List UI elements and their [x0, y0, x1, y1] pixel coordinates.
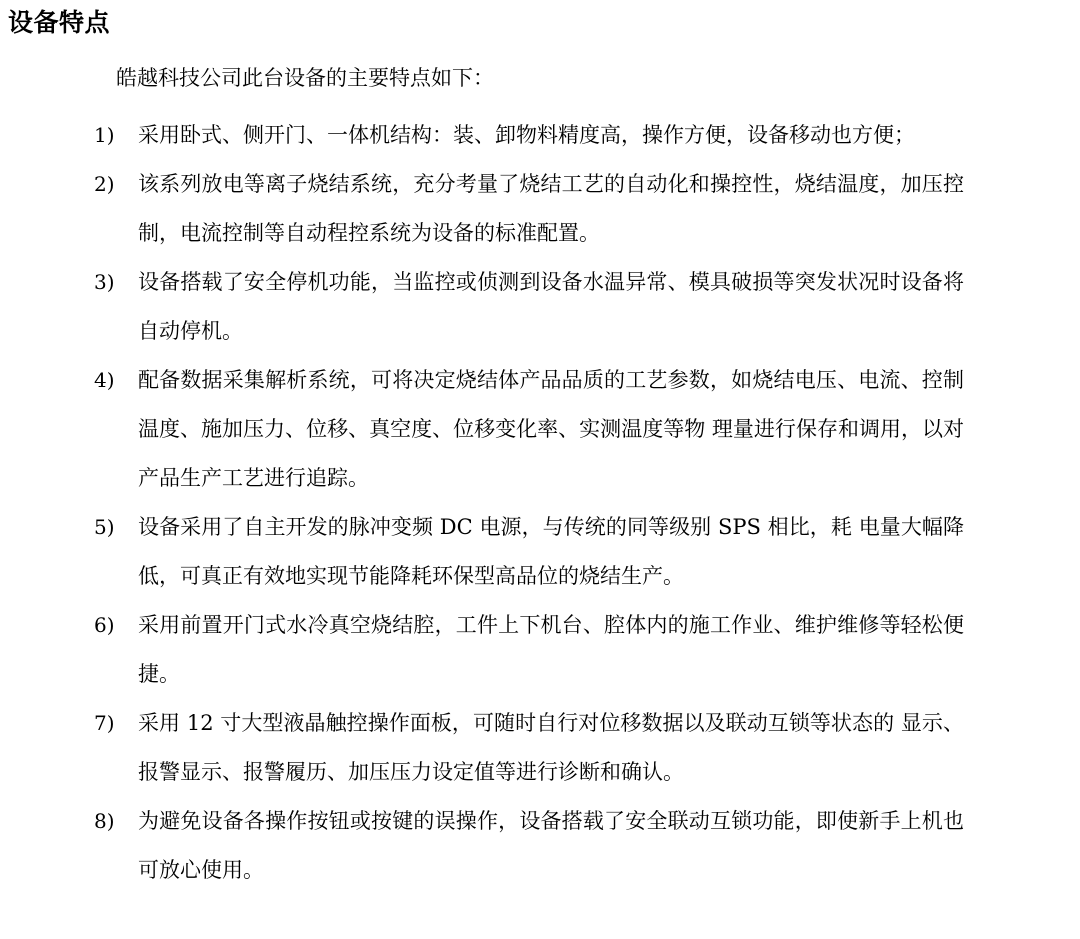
list-item — [0, 699, 964, 797]
list-item — [0, 111, 964, 160]
list-item-number: 2) — [94, 172, 115, 196]
section-heading: 设备特点 — [8, 8, 111, 37]
list-item-number: 7) — [94, 711, 115, 735]
list-item-text: 设备搭载了安全停机功能，当监控或侦测到设备水温异常、模具破损等突发状况时设备将自动停机。 — [138, 270, 964, 343]
list-item — [0, 503, 964, 601]
list-item-text: 该系列放电等离子烧结系统，充分考量了烧结工艺的自动化和操控性，烧结温度，加压控制，电流控制等自动程控系统为设备的标准配置。 — [138, 172, 964, 245]
list-item-number: 3) — [94, 270, 115, 294]
list-item — [0, 797, 964, 895]
list-item-text: 采用卧式、侧开门、一体机结构：装、卸物料精度高，操作方便，设备移动也方便； — [138, 123, 915, 147]
list-item — [0, 356, 964, 503]
list-item — [0, 258, 964, 356]
list-item-number: 8) — [94, 809, 115, 833]
list-item-number: 5) — [94, 515, 115, 539]
feature-list — [0, 111, 1080, 895]
list-item-text: 设备采用了自主开发的脉冲变频 DC 电源，与传统的同等级别 SPS 相比，耗 电量大幅降低，可真正有效地实现节能降耗环保型高品位的烧结生产。 — [138, 515, 964, 588]
list-item-text: 为避免设备各操作按钮或按键的误操作，设备搭载了安全联动互锁功能，即使新手上机也可放心使用。 — [138, 809, 964, 882]
list-item-number: 4) — [94, 368, 115, 392]
list-item — [0, 160, 964, 258]
list-item-number: 1) — [94, 123, 115, 147]
list-item-text: 采用前置开门式水冷真空烧结腔，工件上下机台、腔体内的施工作业、维护维修等轻松便捷。 — [138, 613, 964, 686]
list-item-number: 6) — [94, 613, 115, 637]
list-item-text: 采用 12 寸大型液晶触控操作面板，可随时自行对位移数据以及联动互锁等状态的 显示、报警显示、报警履历、加压压力设定值等进行诊断和确认。 — [138, 711, 964, 784]
list-item-text: 配备数据采集解析系统，可将决定烧结体产品品质的工艺参数，如烧结电压、电流、控制温度、施加压力、位移、真空度、位移变化率、实测温度等物 理量进行保存和调用，以对产品生产工艺进行追踪。 — [138, 368, 964, 490]
intro-paragraph: 皓越科技公司此台设备的主要特点如下： — [116, 66, 494, 90]
list-item — [0, 601, 964, 699]
